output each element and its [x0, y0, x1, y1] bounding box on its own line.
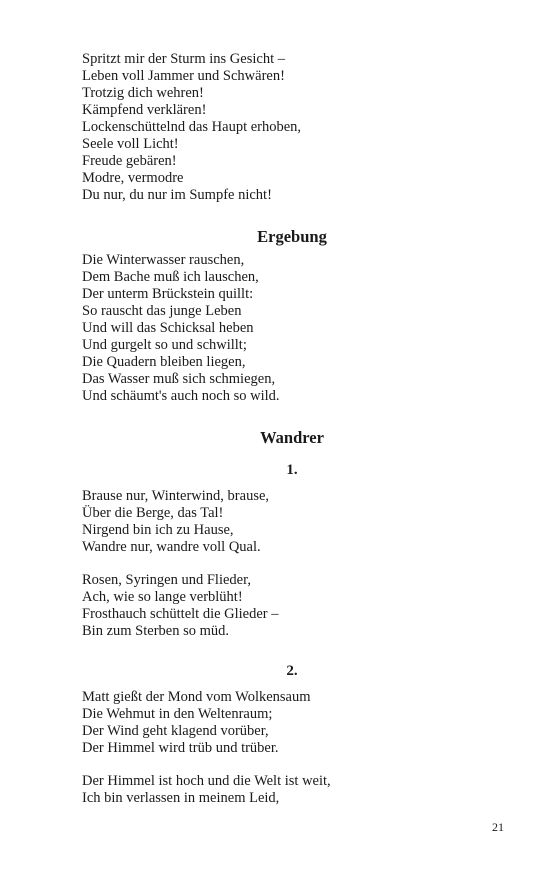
poem-line: Spritzt mir der Sturm ins Gesicht –	[82, 51, 285, 67]
poem-line: Modre, vermodre	[82, 170, 184, 186]
poem-line: Leben voll Jammer und Schwären!	[82, 68, 285, 84]
stanza-continuation	[82, 51, 301, 204]
section-number-1: 1.	[286, 462, 298, 478]
poem-line: Die Wehmut in den Weltenraum;	[82, 706, 273, 722]
poem-line: Das Wasser muß sich schmiegen,	[82, 371, 276, 387]
poem-line: Der Wind geht klagend vorüber,	[82, 723, 269, 739]
poem-line: Der Himmel ist hoch und die Welt ist weit,	[82, 773, 331, 789]
poem-title-ergebung: Ergebung	[257, 227, 327, 246]
poem-line: Seele voll Licht!	[82, 136, 179, 152]
poem-line: Freude gebären!	[82, 153, 177, 169]
poem-line: Der Himmel wird trüb und trüber.	[82, 740, 279, 756]
poem-line: Dem Bache muß ich lauschen,	[82, 269, 259, 285]
poem-line: Wandre nur, wandre voll Qual.	[82, 539, 261, 555]
poem-line: Trotzig dich wehren!	[82, 85, 204, 101]
poem-line: Brause nur, Winterwind, brause,	[82, 488, 270, 504]
page-number: 21	[492, 820, 504, 834]
poem-line: Und gurgelt so und schwillt;	[82, 337, 247, 353]
section-number-2: 2.	[286, 663, 298, 679]
poem-line: Frosthauch schüttelt die Glieder –	[82, 606, 279, 622]
poem-line: So rauscht das junge Leben	[82, 303, 242, 319]
stanza-wandrer-2b	[82, 773, 331, 807]
stanza-ergebung	[82, 252, 280, 405]
poem-line: Über die Berge, das Tal!	[82, 505, 224, 521]
stanza-wandrer-2a	[82, 689, 311, 757]
poem-title-wandrer: Wandrer	[260, 428, 324, 447]
poem-line: Nirgend bin ich zu Hause,	[82, 522, 234, 538]
poem-line: Und will das Schicksal heben	[82, 320, 254, 336]
poem-line: Der unterm Brückstein quillt:	[82, 286, 254, 302]
poem-line: Matt gießt der Mond vom Wolkensaum	[82, 689, 311, 705]
poem-line: Ach, wie so lange verblüht!	[82, 589, 243, 605]
poem-line: Und schäumt's auch noch so wild.	[82, 388, 280, 404]
stanza-wandrer-1b	[82, 572, 279, 640]
poem-line: Lockenschüttelnd das Haupt erhoben,	[82, 119, 302, 135]
poem-line: Ich bin verlassen in meinem Leid,	[82, 790, 280, 806]
poem-line: Die Winterwasser rauschen,	[82, 252, 245, 268]
stanza-wandrer-1a	[82, 488, 269, 556]
poem-line: Du nur, du nur im Sumpfe nicht!	[82, 187, 272, 203]
poem-line: Rosen, Syringen und Flieder,	[82, 572, 251, 588]
poem-line: Bin zum Sterben so müd.	[82, 623, 230, 639]
poem-line: Die Quadern bleiben liegen,	[82, 354, 246, 370]
poem-line: Kämpfend verklären!	[82, 102, 207, 118]
